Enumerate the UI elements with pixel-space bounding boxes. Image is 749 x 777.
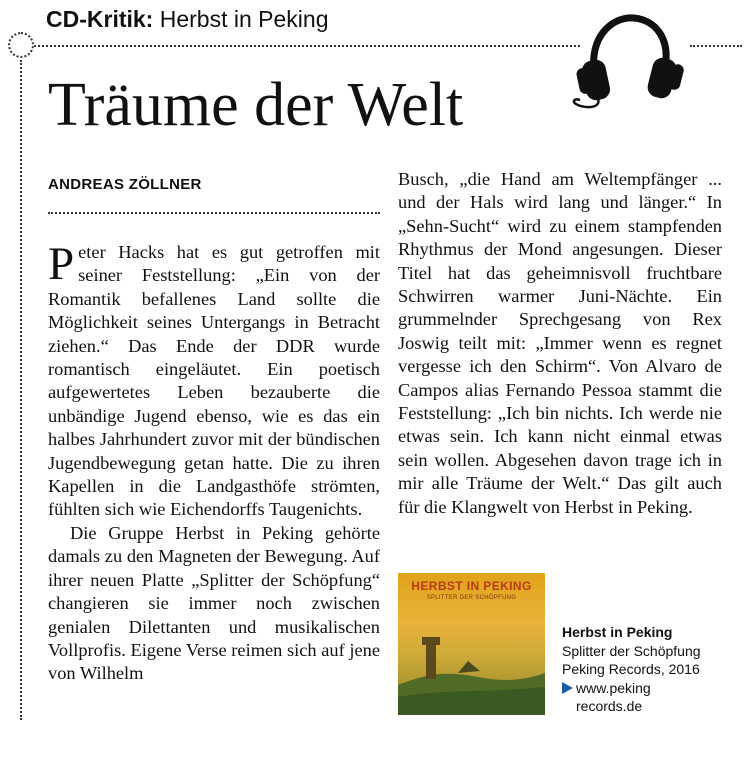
- caption-album: Splitter der Schöpfung: [562, 642, 701, 659]
- album-caption: [562, 623, 701, 716]
- author-divider: [48, 212, 380, 214]
- left-margin-rule: [20, 60, 22, 720]
- corner-ring-decoration: [8, 32, 34, 58]
- top-dotted-rule: [34, 45, 580, 47]
- page-title: Träume der Welt: [48, 71, 464, 139]
- website-link[interactable]: [562, 679, 701, 716]
- top-dotted-rule-right: [690, 45, 742, 47]
- drop-cap: P: [48, 238, 75, 290]
- author-byline: ANDREAS ZÖLLNER: [48, 176, 202, 193]
- paragraph: [48, 238, 380, 522]
- article-column-left: [48, 238, 380, 686]
- headphones-icon: [572, 12, 688, 114]
- paragraph: Busch, „die Hand am Weltempfänger ... und der Hals wird lang und länger.“ In „Sehn-Sucht“ wird zu einem stampfenden Rhythmus der Mond angesungen. Dieser Titel hat das geheimnisvoll fruchtbare Schwirren warmer Juni-Nächte. Ein grummelnder Sprechgesang von Rex Joswig teilt mit: „Immer wenn es regnet vergesse ich den Schirm“. Von Alvaro de Campos alias Fernando Pessoa stammt die Feststellung: „Ich bin nichts. Ich werde nie etwas sein. Ich kann nicht einmal etwas sein wollen. Abgesehen davon trage ich in mir alle Träume der Welt.“ Das gilt auch für die Klangwelt von Herbst in Peking.: [398, 169, 722, 517]
- website-link-line1: www.peking: [576, 679, 651, 696]
- section-kicker: CD-Kritik:: [46, 6, 154, 32]
- paragraph: Die Gruppe Herbst in Peking gehörte damals zu den Magneten der Bewegung. Auf ihrer neuen Platte „Splitter der Schöpfung“ changieren sie immer noch zwischen genialen Dilettanten und musikalischen Vollprofis. Eigene Verse reimen sich auf jene von Wilhelm: [48, 522, 380, 684]
- play-arrow-icon: [562, 682, 573, 694]
- website-link-line2: records.de: [576, 698, 643, 714]
- cover-subtitle: SPLITTER DER SCHÖPFUNG: [426, 595, 517, 601]
- paragraph-text: eter Hacks hat es gut getroffen mit seiner Feststellung: „Ein von der Romantik befallenes Land sollte die Möglichkeit seines Untergangs in Betracht ziehen.“ Das Ende der DDR wurde romantisch eingeläutet. Ein poetisch aufgewertetes Leben bezauberte die unbändige Jugend ebenso, wie es das ein halbes Jahrhundert zuvor mit der bündischen Jugendbewegung getan hatte. Die zu ihren Kapellen in die Landgasthöfe strömten, fühlten sich wie Eichendorffs Taugenichts.: [48, 242, 380, 520]
- caption-label: Peking Records, 2016: [562, 661, 700, 677]
- section-title: Herbst in Peking: [159, 6, 329, 32]
- section-label: [46, 6, 328, 33]
- caption-band: Herbst in Peking: [562, 624, 673, 640]
- cover-title: HERBST IN PEKING: [411, 579, 532, 593]
- article-column-right: [398, 168, 722, 519]
- album-cover: [398, 573, 545, 715]
